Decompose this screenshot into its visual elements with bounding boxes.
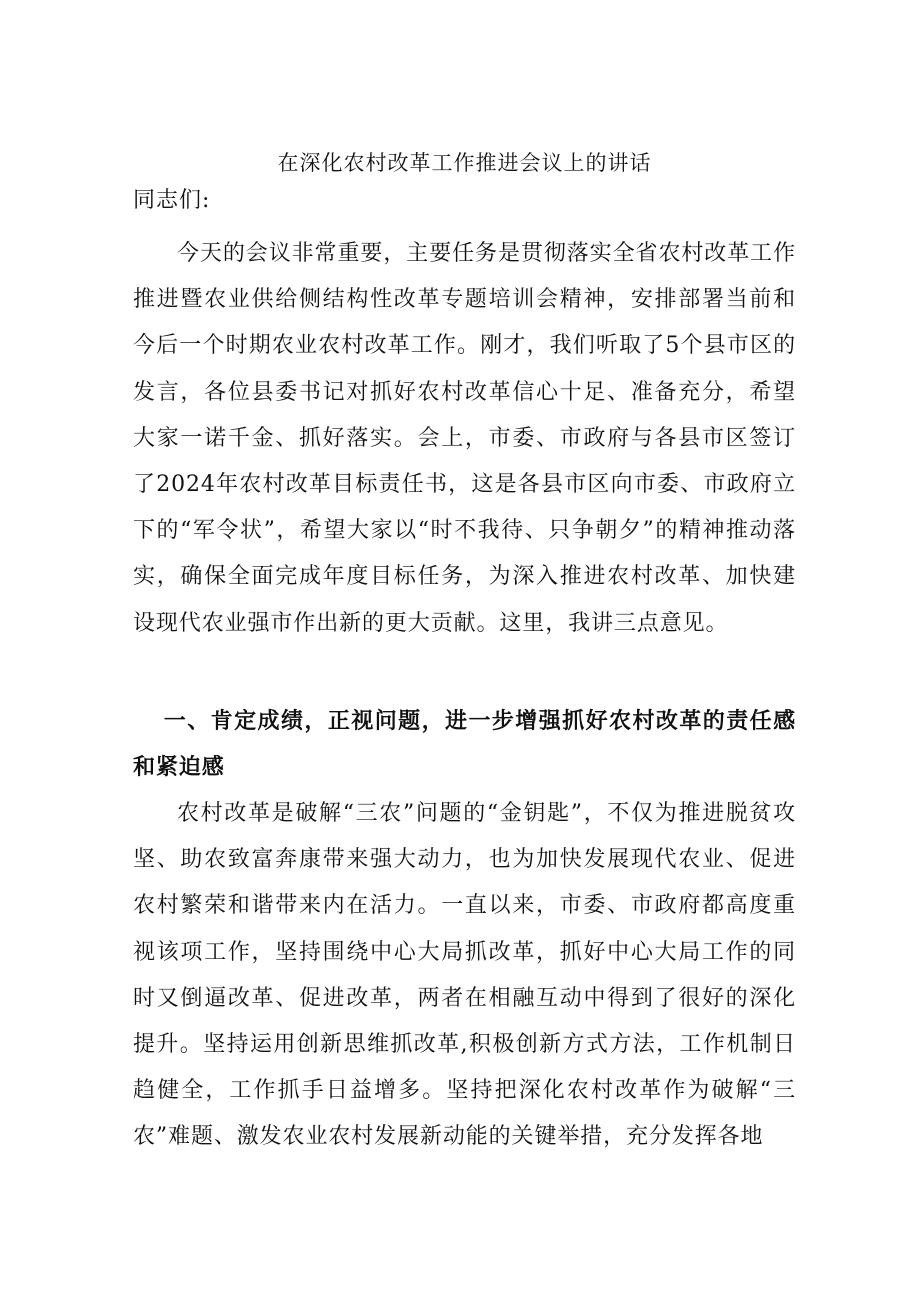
salutation: 同志们: xyxy=(133,188,211,213)
section-paragraph: 农村改革是破解“三农”问题的“金钥匙”，不仅为推进脱贫攻坚、助农致富奔康带来强大动力，也为加快发展现代农业、促进农村繁荣和谐带来内在活力。一直以来，市委、市政府都高度重视该项工作，坚持围绕中心大局抓改革，抓好中心大局工作的同时又倒逼改革、促进改革，两者在相融互动中得到了很好的深化提升。坚持运用创新思维抓改革,积极创新方式方法，工作机制日趋健全，工作抓手日益增多。坚持把深化农村改革作为破解“三农”难题、激发农业农村发展新动能的关键举措，充分发挥各地 xyxy=(133,801,796,1150)
document-title: 在深化农村改革工作推进会议上的讲话 xyxy=(277,151,652,175)
section-heading: 一、肯定成绩，正视问题，进一步增强抓好农村改革的责任感和紧迫感 xyxy=(133,708,796,781)
body-paragraph: 今天的会议非常重要，主要任务是贯彻落实全省农村改革工作推进暨农业供给侧结构性改革专题培训会精神，安排部署当前和今后一个时期农业农村改革工作。刚才，我们听取了5个县市区的发言，各位县委书记对抓好农村改革信心十足、准备充分，希望大家一诺千金、抓好落实。会上，市委、市政府与各县市区签订了2024年农村改革目标责任书，这是各县市区向市委、市政府立下的“军令状”，希望大家以“时不我待、只争朝夕”的精神推动落实，确保全面完成年度目标任务，为深入推进农村改革、加快建设现代农业强市作出新的更大贡献。这里，我讲三点意见。 xyxy=(133,241,796,636)
